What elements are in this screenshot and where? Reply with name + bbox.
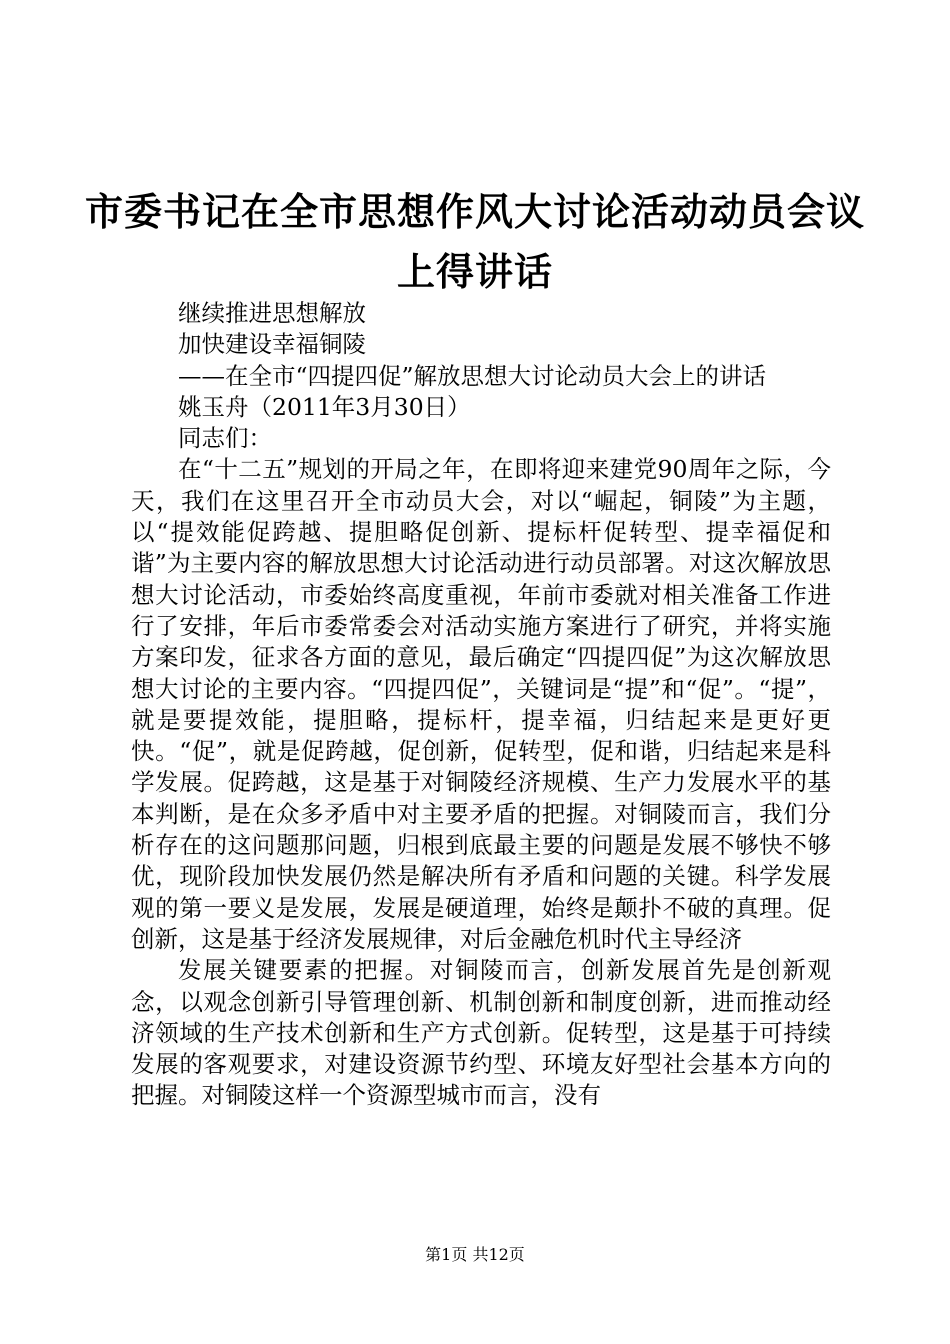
page-footer: 第1页 共12页 (425, 1245, 525, 1264)
title-line-1: 市委书记在全市思想作风大讨论活动动员会议 (84, 190, 865, 234)
subtitle-line-1: 继续推进思想解放 (178, 299, 366, 327)
document-body (131, 298, 831, 1112)
speech-occasion: ——在全市“四提四促”解放思想大讨论动员大会上的讲话 (178, 361, 767, 390)
title-line-2: 上得讲话 (396, 250, 553, 294)
body-paragraph: 发展关键要素的把握。对铜陵而言，创新发展首先是创新观念，以观念创新引导管理创新、机制创新和制度创新，进而推动经济领域的生产技术创新和生产方式创新。促转型，这是基于可持续发展的客观要求，对建设资源节约型、环境友好型社会基本方向的把握。对铜陵这样一个资源型城市而言，没有 (131, 956, 831, 1110)
document-title (0, 182, 950, 302)
subtitle-line-2: 加快建设幸福铜陵 (178, 330, 366, 359)
salutation: 同志们： (178, 424, 272, 453)
author-date: 姚玉舟（2011年3月30日） (178, 392, 471, 421)
body-paragraph: 在“十二五”规划的开局之年，在即将迎来建党90周年之际，今天，我们在这里召开全市动员大会，对以“崛起，铜陵”为主题，以“提效能促跨越、提胆略促创新、提标杆促转型、提幸福促和谐”为主要内容的解放思想大讨论活动进行动员部署。对这次解放思想大讨论活动，市委始终高度重视，年前市委就对相关准备工作进行了安排，年后市委常委会对活动实施方案进行了研究，并将实施方案印发，征求各方面的意见，最后确定“四提四促”为这次解放思想大讨论的主要内容。“四提四促”，关键词是“提”和“促”。“提”，就是要提效能，提胆略，提标杆，提幸福，归结起来是更好更快。“促”，就是促跨越，促创新，促转型，促和谐，归结起来是科学发展。促跨越，这是基于对铜陵经济规模、生产力发展水平的基本判断，是在众多矛盾中对主要矛盾的把握。对铜陵而言，我们分析存在的这问题那问题，归根到底最主要的问题是发展不够快不够优，现阶段加快发展仍然是解决所有矛盾和问题的关键。科学发展观的第一要义是发展，发展是硬道理，始终是颠扑不破的真理。促创新，这是基于经济发展规律，对后金融危机时代主导经济 (131, 455, 831, 953)
